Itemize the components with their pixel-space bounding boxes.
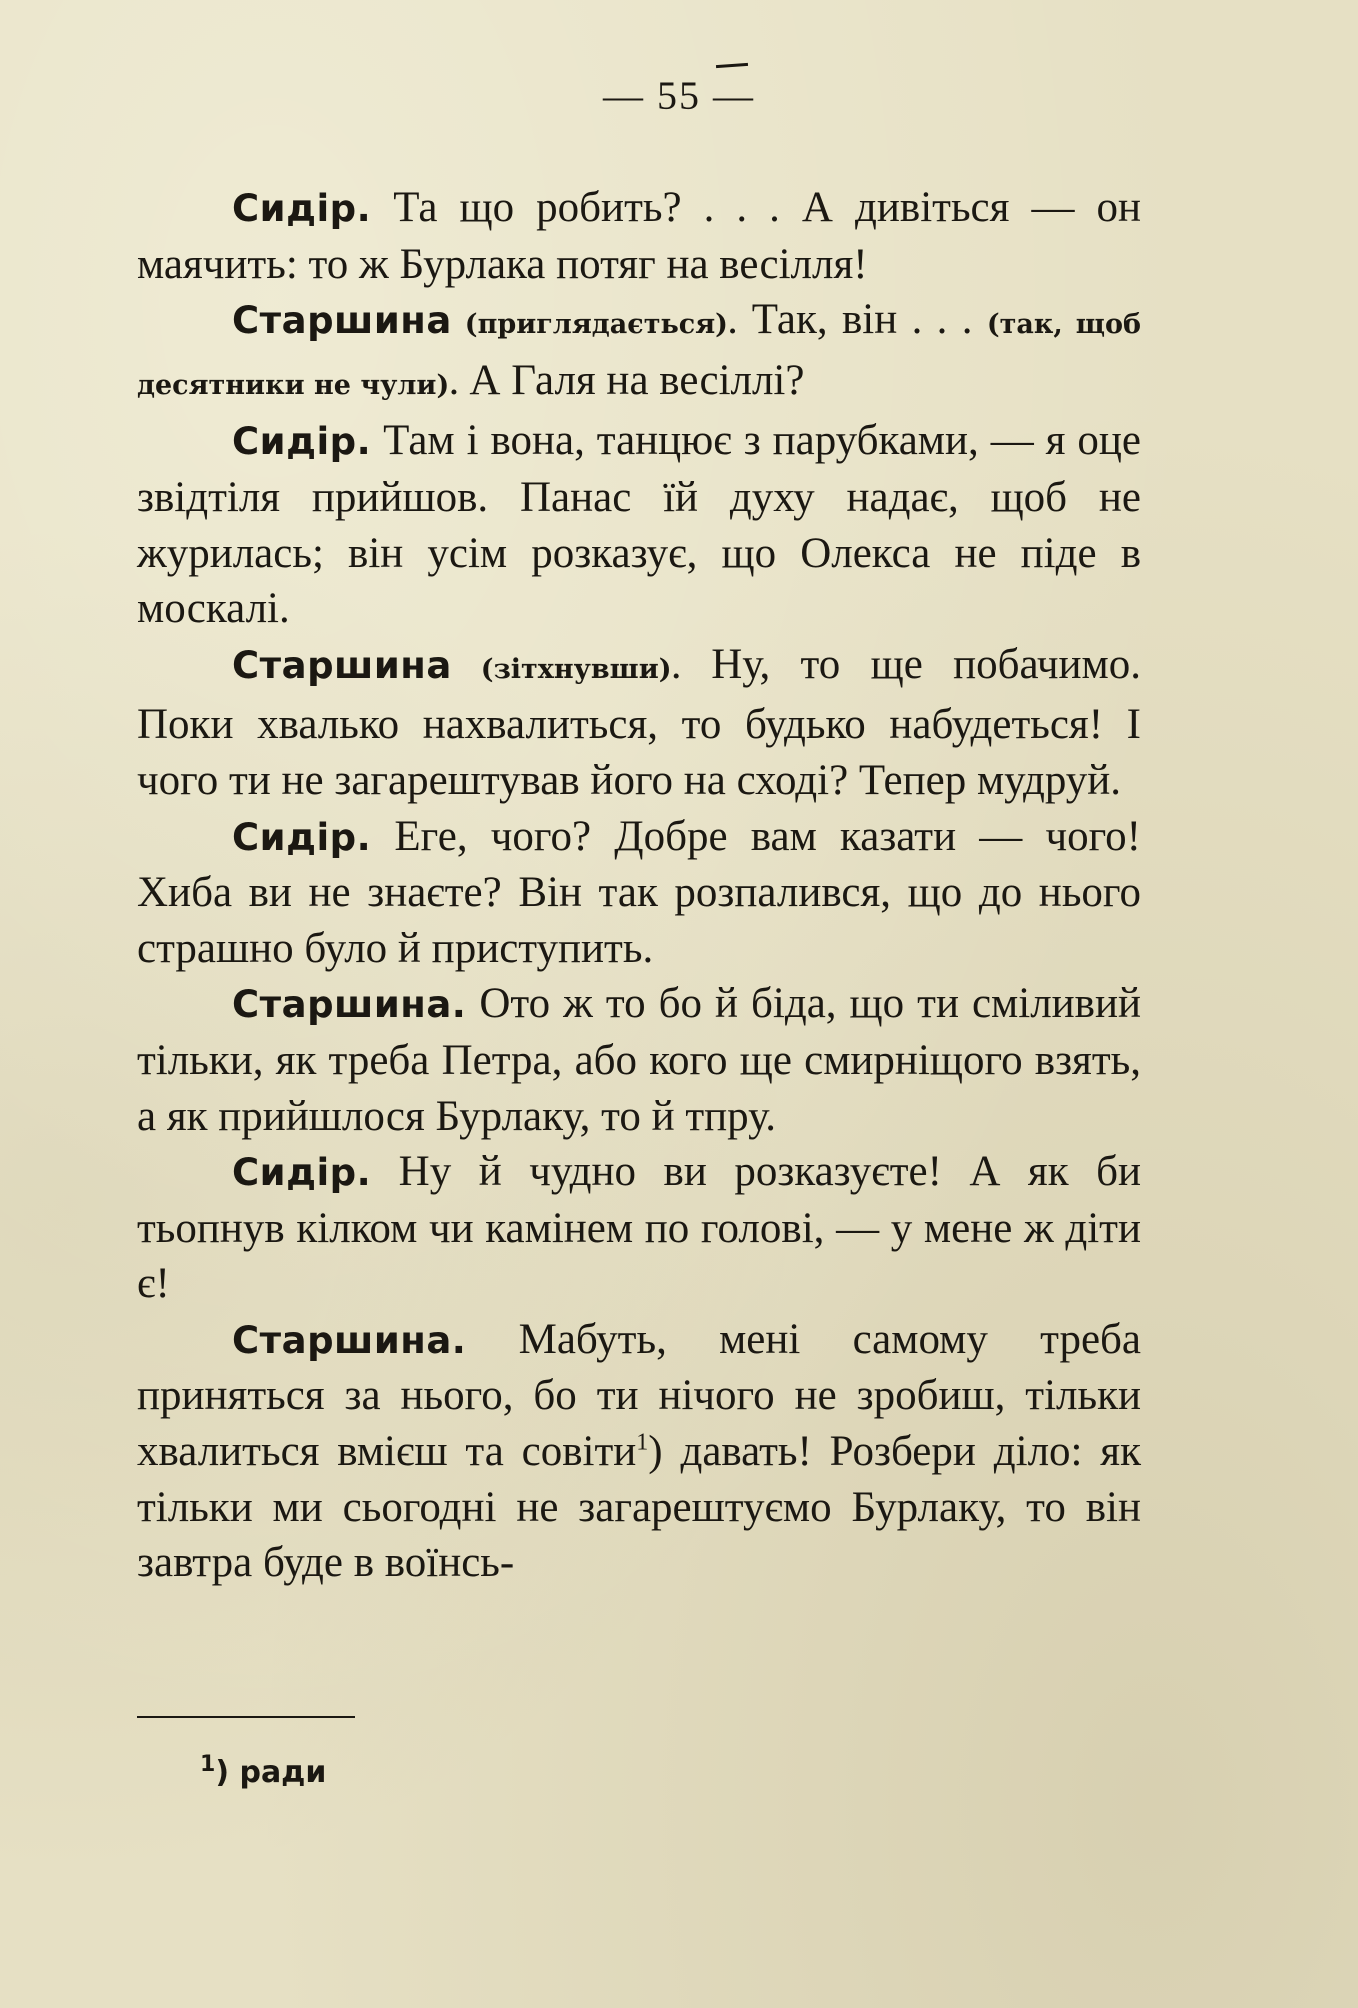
play-text [137,180,1141,1591]
dialogue-paragraph [137,413,1141,636]
dialogue-paragraph [137,637,1141,809]
speaker-name: Старшина [232,643,452,687]
dialogue-text: Еге, чого? Добре вам казати — чого! Хиба ви не знаєте? Він так розпалився, що до нього страшно було й приступить. [137,812,1141,972]
dialogue-text: Ну й чудно ви розказуєте! А як би тьопнув кілком чи камінем по голові, — у мене ж діти є! [137,1148,1141,1308]
footnote [200,1752,327,1790]
speaker-name: Старшина. [232,1318,467,1362]
dialogue-text: Та що робить? . . . А дивіться — он маячить: то ж Бурлака потяг на весілля! [137,184,1141,288]
dialogue-paragraph [137,1312,1141,1591]
speaker-name: Старшина. [232,983,467,1027]
dialogue-text: ) давать! Розбери діло: як тільки ми сьогодні не загарештуємо Бурлаку, то він завтра буде в воїнсь- [137,1428,1141,1587]
speaker-name: Сидір. [232,1151,372,1195]
stage-direction: (приглядається). [451,309,738,341]
dialogue-paragraph [137,809,1141,977]
dialogue-text: Мабуть, мені самому треба приняться за нього, бо ти нічого не зробиш, тільки хвалиться вмієш та совіти [137,1315,1141,1476]
stage-direction: (так, щоб десятники не чули). [137,309,1142,401]
page-number-mark [716,63,748,68]
page-number: — 55 — [603,73,755,118]
stage-direction: (зітхнувши). [451,653,681,685]
dialogue-paragraph [137,180,1141,292]
dialogue-paragraph [137,1144,1141,1312]
speaker-name: Старшина [232,299,452,343]
dialogue-text: Ну, то ще побачимо. Поки хвалько нахвалиться, то будько набудеться! І чого ти не загарештував його на сході? Тепер мудруй. [137,640,1141,804]
dialogue-text: Там і вона, танцює з парубками, — я оце звідтіля прийшов. Панас їй духу надає, щоб не журилась; він усім розказує, що Олекса не піде в москалі. [137,417,1141,633]
dialogue-text: А Галя на весіллі? [458,356,805,404]
dialogue-text: Ото ж то бо й біда, що ти сміливий тільки, як треба Петра, або кого ще смирніщого взять, а як прийшлося Бурлаку, то й тпру. [137,980,1141,1140]
footnote-text: ) ради [215,1755,327,1790]
footnote-divider [137,1716,355,1718]
dialogue-text: Так, він . . . [737,296,987,344]
dialogue-paragraph [137,976,1141,1144]
speaker-name: Сидір. [232,187,372,230]
dialogue-paragraph [137,292,1141,413]
footnote-mark: 1 [200,1752,216,1777]
speaker-name: Сидір. [232,420,372,464]
footnote-reference: 1 [636,1429,649,1456]
speaker-name: Сидір. [232,815,372,859]
